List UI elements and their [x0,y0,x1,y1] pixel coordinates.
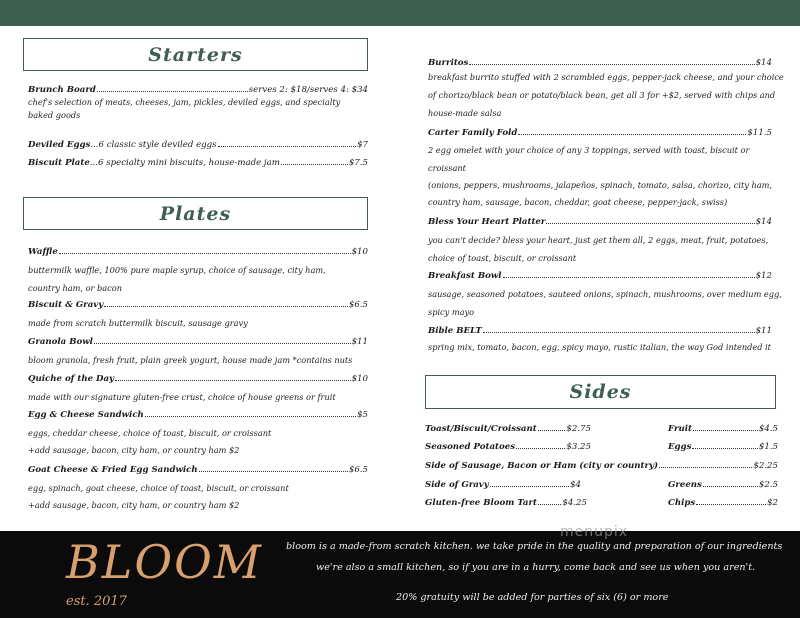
menu-item-biscuit-plate [28,156,368,168]
item-price: $10 [351,247,368,257]
menu-item-granola-bowl [28,335,368,347]
menu-item-quiche [28,372,368,384]
item-name: Carter Family Fold [428,128,518,138]
item-price: $14 [755,58,772,68]
plates-heading: Plates [23,197,368,230]
menu-item-burritos [428,56,772,68]
item-price: $7.5 [348,158,368,168]
item-price: $11 [755,326,772,336]
item-description: chef's selection of meats, cheeses, jam, pickles, deviled eggs, and specialty baked goods [28,97,341,120]
item-name: Bless Your Heart Platter [428,217,546,227]
item-description: eggs, cheddar cheese, choice of toast, biscuit, or croissant [28,428,272,438]
item-name: Quiche of the Day [28,374,115,384]
footer-tagline: bloom is a made-from scratch kitchen. we take pride in the quality and preparation of our ingredients [286,541,783,552]
item-price: $12 [755,271,772,281]
watermark: menupix [560,524,629,540]
gratuity-notice: 20% gratuity will be added for parties of six (6) or more [396,592,669,603]
item-name: Egg & Cheese Sandwich [28,410,144,420]
item-name: Breakfast Bowl [428,271,502,281]
starters-heading: Starters [23,38,368,71]
item-description-line: 2 egg omelet with your choice of any 3 toppings, served with toast, biscuit or [428,145,750,155]
item-price: $5 [357,410,368,420]
brand-logo: BLOOM [66,535,263,589]
menu-item-egg-cheese-sandwich [28,408,368,420]
item-description: bloom granola, fresh fruit, plain greek yogurt, house made jam *contains nuts [28,355,353,365]
item-description-line: country ham, sausage, bacon, cheddar, goat cheese, pepper-jack, swiss) [428,197,728,207]
item-price: serves 2: $18/serves 4: $34 [248,85,368,95]
item-description-line: house-made salsa [428,108,502,118]
item-name: Deviled Eggs [28,140,91,150]
side-item: Fruit $4.5 [668,424,778,434]
menu-item-bless-your-heart-platter [428,215,772,227]
item-description: egg, spinach, goat cheese, choice of toast, biscuit, or croissant [28,483,289,493]
item-description-line: of chorizo/black bean or potato/black bean, get all 3 for +$2, served with chips and [428,90,776,100]
menu-item-bible-belt [428,324,772,336]
item-description-line: breakfast burrito stuffed with 2 scrambled eggs, pepper-jack cheese, and your choice [428,72,784,82]
item-description: made with our signature gluten-free crust, choice of house greens or fruit [28,392,336,402]
menu-item-breakfast-bowl [428,269,772,281]
side-item: Greens $2.5 [668,480,778,490]
menu-item-waffle [28,245,368,257]
side-item: Side of Gravy $4 [425,480,581,490]
footer-note: we're also a small kitchen, so if you are in a hurry, come back and see us when you aren't. [316,562,756,573]
item-inline-desc: ...6 classic style deviled eggs [90,140,217,150]
item-name: Waffle [28,247,58,257]
item-description: made from scratch buttermilk biscuit, sausage gravy [28,318,248,328]
item-price: $14 [755,217,772,227]
item-description: buttermilk waffle, 100% pure maple syrup, choice of sausage, city ham, country ham, or bacon [28,265,326,293]
established-date: est. 2017 [66,594,127,609]
item-description-line: you can't decide? bless your heart, just get them all, 2 eggs, meat, fruit, potatoes, [428,235,769,245]
item-name: Goat Cheese & Fried Egg Sandwich [28,465,198,475]
menu-item-deviled-eggs [28,138,368,150]
item-price: $7 [357,140,368,150]
menu-item-carter-family-fold [428,126,772,138]
item-description-line: sausage, seasoned potatoes, sauteed onions, spinach, mushrooms, over medium egg, [428,289,782,299]
item-description-line: choice of toast, biscuit, or croissant [428,253,577,263]
menu-item-biscuit-gravy [28,298,368,310]
menu-item-brunch-board [28,83,368,95]
item-description-line: croissant [428,163,466,173]
side-item: Chips $2 [668,498,778,508]
item-description-line: spring mix, tomato, bacon, egg, spicy mayo, rustic italian, the way God intended it [428,342,771,352]
item-price: $10 [351,374,368,384]
item-addon: +add sausage, bacon, city ham, or country ham $2 [28,500,240,510]
item-description-line: (onions, peppers, mushrooms, jalapeños, spinach, tomato, salsa, chorizo, city ham, [428,180,772,190]
side-item: Eggs $1.5 [668,442,778,452]
item-price: $6.5 [348,465,368,475]
side-item: Gluten-free Bloom Tart $4.25 [425,498,587,508]
item-name: Brunch Board [28,85,96,95]
side-item: Seasoned Potatoes $3.25 [425,442,591,452]
item-name: Bible BELT [428,326,482,336]
item-description-line: spicy mayo [428,307,475,317]
menu-item-goat-cheese-sandwich [28,463,368,475]
item-price: $11 [351,337,368,347]
item-price: $11.5 [747,128,772,138]
item-price: $6.5 [348,300,368,310]
top-banner [0,0,800,26]
side-item: Side of Sausage, Bacon or Ham (city or country) $2.25 [425,461,778,471]
item-inline-desc: ...6 specialty mini biscuits, house-made jam [89,158,280,168]
item-name: Biscuit & Gravy [28,300,104,310]
sides-heading: Sides [425,375,776,409]
item-name: Biscuit Plate [28,158,90,168]
item-name: Burritos [428,58,469,68]
item-name: Granola Bowl [28,337,93,347]
item-addon: +add sausage, bacon, city ham, or country ham $2 [28,445,240,455]
side-item: Toast/Biscuit/Croissant $2.75 [425,424,591,434]
